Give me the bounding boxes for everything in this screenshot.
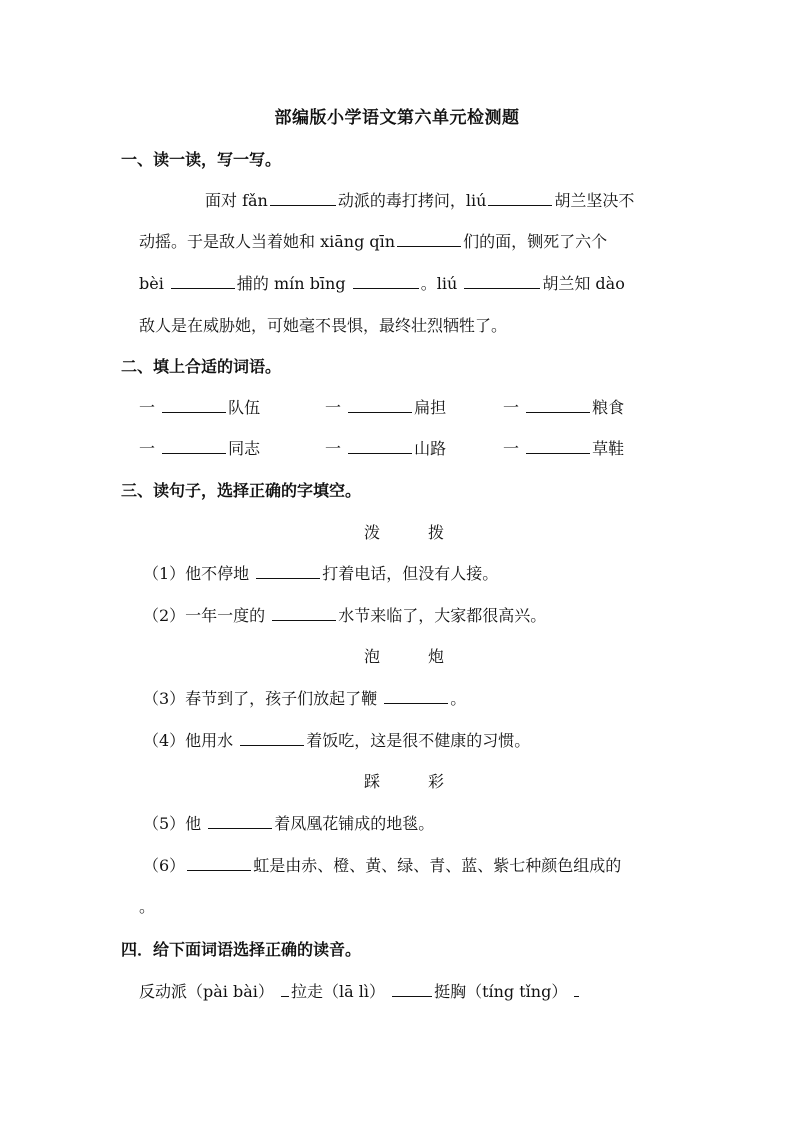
question-text: （1）他不停地: [143, 564, 250, 583]
s1-l3-text-b: 捕的 mín bīng: [236, 274, 346, 293]
measure-noun: 粮食: [592, 398, 625, 417]
s2-item-6: [503, 438, 624, 460]
page-title: 部编版小学语文第六单元检测题: [274, 108, 520, 128]
blank[interactable]: [162, 397, 226, 413]
choice-char: 炮: [428, 647, 445, 666]
section-3-heading: 三、读句子，选择正确的字填空。: [121, 481, 362, 500]
s1-l2-text-b: 们的面，铡死了六个: [463, 232, 608, 251]
blank[interactable]: [488, 190, 552, 206]
s2-item-2: [325, 397, 446, 419]
s3-q3: [143, 688, 466, 710]
measure-noun: 草鞋: [592, 439, 625, 458]
s2-item-5: [325, 438, 446, 460]
section-4-heading: 四．给下面词语选择正确的读音。: [121, 940, 362, 959]
s1-l2-text-a: 动摇。于是敌人当着她和 xiāng qīn: [139, 232, 396, 251]
blank[interactable]: [281, 981, 289, 997]
blank[interactable]: [397, 231, 461, 247]
s3-q4: [143, 730, 530, 752]
s1-l3-text-d: 胡兰知 dào: [542, 274, 625, 293]
blank[interactable]: [526, 438, 590, 454]
s1-line-3: [139, 273, 625, 295]
pinyin-choice-item: 挺胸（tíng tǐng）: [434, 982, 568, 1001]
measure-noun: 扁担: [414, 398, 447, 417]
s4-pronunciation-line: [139, 981, 581, 1003]
blank[interactable]: [348, 397, 412, 413]
blank[interactable]: [353, 273, 419, 289]
measure-prefix: 一: [139, 439, 156, 458]
s3-q1: [143, 563, 498, 585]
s1-l1-text-c: 胡兰坚决不: [554, 191, 635, 210]
char-choices-1: [364, 522, 444, 544]
blank[interactable]: [464, 273, 540, 289]
question-text: 水节来临了，大家都很高兴。: [338, 606, 547, 625]
measure-noun: 同志: [228, 439, 261, 458]
s1-l3-text-c: 。liú: [420, 274, 458, 293]
blank[interactable]: [171, 273, 235, 289]
s2-item-1: [139, 397, 260, 419]
section-1-heading: 一、读一读，写一写。: [121, 150, 282, 169]
choice-char: 彩: [428, 772, 445, 791]
measure-prefix: 一: [139, 398, 156, 417]
question-text: （6）: [143, 856, 186, 875]
question-text: （2）一年一度的: [143, 606, 266, 625]
measure-prefix: 一: [503, 398, 520, 417]
blank[interactable]: [256, 563, 320, 579]
measure-prefix: 一: [325, 398, 342, 417]
s1-line-4: 敌人是在威胁她，可她毫不畏惧，最终壮烈牺牲了。: [139, 316, 508, 335]
blank[interactable]: [240, 730, 304, 746]
blank[interactable]: [272, 605, 336, 621]
blank[interactable]: [208, 813, 272, 829]
s1-line-2: [139, 231, 607, 253]
blank[interactable]: [348, 438, 412, 454]
choice-char: 拨: [428, 523, 445, 542]
s2-item-4: [139, 438, 260, 460]
question-text: 打着电话，但没有人接。: [322, 564, 499, 583]
char-choices-3: [364, 771, 444, 793]
measure-prefix: 一: [503, 439, 520, 458]
measure-noun: 山路: [414, 439, 447, 458]
blank[interactable]: [526, 397, 590, 413]
s1-l3-text-a: bèi: [139, 274, 164, 293]
question-text: 虹是由赤、橙、黄、绿、青、蓝、紫七种颜色组成的: [253, 856, 622, 875]
blank[interactable]: [270, 190, 336, 206]
question-text: 。: [450, 689, 467, 708]
question-text: 着饭吃，这是很不健康的习惯。: [306, 731, 531, 750]
blank[interactable]: [384, 688, 448, 704]
pinyin-choice-item: 拉走（lā lì）: [290, 982, 385, 1001]
s2-item-3: [503, 397, 624, 419]
pinyin-choice-item: 反动派（pài bài）: [139, 982, 274, 1001]
char-choices-2: [364, 646, 444, 668]
s3-q6-end: 。: [139, 897, 156, 916]
s1-l1-text-b: 动派的毒打拷问，liú: [337, 191, 487, 210]
measure-prefix: 一: [325, 439, 342, 458]
question-text: 着凤凰花铺成的地毯。: [274, 814, 435, 833]
s1-l1-text-a: 面对 fǎn: [205, 191, 268, 210]
choice-char: 踩: [364, 772, 381, 791]
s3-q2: [143, 605, 546, 627]
s3-q6: [143, 855, 621, 877]
s1-line-1: [205, 190, 634, 212]
question-text: （4）他用水: [143, 731, 234, 750]
blank[interactable]: [392, 981, 432, 997]
choice-char: 泡: [364, 647, 381, 666]
choice-char: 泼: [364, 523, 381, 542]
question-text: （5）他: [143, 814, 202, 833]
question-text: （3）春节到了，孩子们放起了鞭: [143, 689, 378, 708]
blank[interactable]: [162, 438, 226, 454]
section-2-heading: 二、填上合适的词语。: [121, 357, 282, 376]
s3-q5: [143, 813, 434, 835]
blank[interactable]: [574, 981, 579, 997]
measure-noun: 队伍: [228, 398, 261, 417]
blank[interactable]: [187, 855, 251, 871]
